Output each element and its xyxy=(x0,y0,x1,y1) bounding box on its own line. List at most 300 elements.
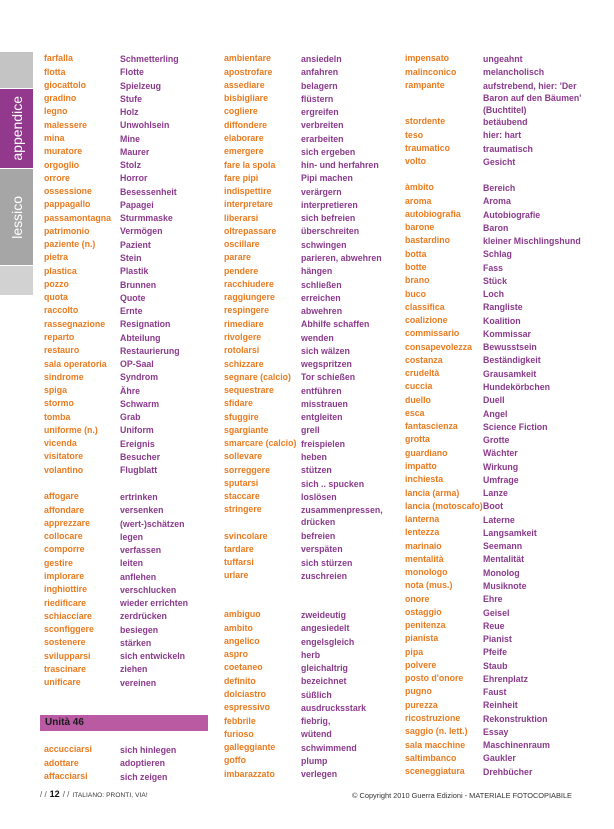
italian-term: malessere xyxy=(44,119,88,130)
italian-term: pianista xyxy=(405,633,439,644)
vocab-row xyxy=(224,384,401,397)
german-translation: Koalition xyxy=(483,315,521,326)
vocab-row xyxy=(224,278,401,291)
vocab-row xyxy=(44,66,215,79)
book-title: ITALIANO: PRONTI, VIA! xyxy=(72,792,148,799)
german-translation: verärgern xyxy=(301,186,342,197)
german-translation: Rangliste xyxy=(483,302,523,313)
vocab-row xyxy=(224,105,401,118)
german-translation: verschlucken xyxy=(120,584,177,595)
german-translation: Sturmmaske xyxy=(120,213,173,224)
italian-term: unificare xyxy=(44,677,81,688)
vocab-row xyxy=(405,115,587,128)
italian-term: sgargiante xyxy=(224,424,269,435)
vocab-row xyxy=(224,635,401,648)
vocab-row xyxy=(405,288,587,301)
german-translation: Syndrom xyxy=(120,372,159,383)
vocab-row xyxy=(224,66,401,79)
italian-term: vicenda xyxy=(44,438,77,449)
vocab-row xyxy=(405,248,587,261)
vocab-row xyxy=(44,145,215,158)
german-translation: Uniform xyxy=(120,425,154,436)
vocab-row xyxy=(224,556,401,569)
german-translation: schließen xyxy=(301,279,342,290)
german-translation: flüstern xyxy=(301,93,334,104)
german-translation: Autobiografie xyxy=(483,209,541,220)
german-translation: besiegen xyxy=(120,624,159,635)
italian-term: saggio (n. lett.) xyxy=(405,726,468,737)
vocab-row xyxy=(405,407,587,420)
vocab-row xyxy=(405,752,587,765)
german-translation: ausdrucksstark xyxy=(301,702,367,713)
italian-term: tuffarsi xyxy=(224,557,254,568)
german-translation: Aroma xyxy=(483,196,511,207)
italian-term: lancia (motoscafo) xyxy=(405,500,483,511)
german-translation: sich hinlegen xyxy=(120,745,177,756)
vocab-row xyxy=(224,304,401,317)
vocab-row xyxy=(44,663,215,676)
german-translation: Resignation xyxy=(120,319,171,330)
page-number: 12 xyxy=(49,789,60,799)
german-translation: Horror xyxy=(120,173,148,184)
vocab-row xyxy=(224,172,401,185)
vocab-row xyxy=(405,699,587,712)
vocab-row xyxy=(44,172,215,185)
german-translation: Pazient xyxy=(120,239,151,250)
vocab-row xyxy=(224,251,401,264)
german-translation: wieder errichten xyxy=(120,598,188,609)
italian-term: furioso xyxy=(224,728,254,739)
german-translation: Stufe xyxy=(120,93,142,104)
vocab-row xyxy=(224,464,401,477)
german-translation: schwimmend xyxy=(301,742,357,753)
vocab-row xyxy=(405,52,587,65)
german-translation: Gaukler xyxy=(483,753,516,764)
vocab-group xyxy=(224,608,401,780)
italian-term: volantino xyxy=(44,464,84,475)
vocab-row xyxy=(224,490,401,503)
vocab-row xyxy=(405,301,587,314)
vocab-row xyxy=(44,105,215,118)
italian-term: stringere xyxy=(224,504,262,515)
unit-heading: Unità 46 xyxy=(40,715,208,731)
footer-slash-suffix: / / xyxy=(62,790,70,799)
vocab-row xyxy=(224,411,401,424)
vocab-row xyxy=(224,291,401,304)
italian-term: tardare xyxy=(224,543,254,554)
german-translation: Reinheit xyxy=(483,700,518,711)
italian-term: reparto xyxy=(44,331,75,342)
vocab-row xyxy=(224,569,401,582)
german-translation: anflehen xyxy=(120,571,157,582)
italian-term: inchiesta xyxy=(405,474,444,485)
italian-term: aspro xyxy=(224,649,248,660)
german-translation: hängen xyxy=(301,266,333,277)
german-translation: zuschreien xyxy=(301,570,347,581)
german-translation: Ähre xyxy=(120,385,141,396)
footer-page-info xyxy=(40,789,148,803)
german-translation: Pfeife xyxy=(483,647,507,658)
german-translation: Bewusstsein xyxy=(483,342,537,353)
italian-term: definito xyxy=(224,675,256,686)
italian-term: respingere xyxy=(224,305,269,316)
italian-term: parare xyxy=(224,252,251,263)
german-translation: schwingen xyxy=(301,239,347,250)
german-translation: Kommissar xyxy=(483,328,531,339)
german-translation: verfassen xyxy=(120,545,162,556)
german-translation: Geisel xyxy=(483,607,510,618)
vocab-row xyxy=(405,540,587,553)
vocab-row xyxy=(44,583,215,596)
german-translation: erarbeiten xyxy=(301,133,344,144)
german-translation: Mentalität xyxy=(483,554,525,565)
vocab-row xyxy=(44,358,215,371)
italian-term: emergere xyxy=(224,146,264,157)
italian-term: goffo xyxy=(224,755,246,766)
italian-term: svincolare xyxy=(224,530,268,541)
tab-appendice xyxy=(0,89,33,168)
vocab-row xyxy=(405,341,587,354)
vocab-row xyxy=(224,371,401,384)
vocab-row xyxy=(44,159,215,172)
german-translation: Seemann xyxy=(483,541,523,552)
vocab-row xyxy=(44,304,215,317)
german-translation: verspäten xyxy=(301,544,343,555)
german-translation: Science Fiction xyxy=(483,421,548,432)
vocab-row xyxy=(405,672,587,685)
italian-term: rivolgere xyxy=(224,331,262,342)
german-translation: traumatisch xyxy=(483,143,533,154)
german-translation: Beständigkeit xyxy=(483,355,541,366)
german-translation: Faust xyxy=(483,687,507,698)
german-translation: Langsamkeit xyxy=(483,527,537,538)
vocab-row xyxy=(44,318,215,331)
italian-term: sputarsi xyxy=(224,477,259,488)
italian-term: oscillare xyxy=(224,239,260,250)
italian-term: botte xyxy=(405,261,427,272)
vocab-row xyxy=(44,623,215,636)
italian-term: liberarsi xyxy=(224,212,259,223)
italian-term: lentezza xyxy=(405,527,440,538)
german-translation: Stolz xyxy=(120,160,142,171)
italian-term: brano xyxy=(405,275,430,286)
vocab-row xyxy=(44,464,215,477)
vocab-row xyxy=(405,593,587,606)
german-translation: stützen xyxy=(301,465,332,476)
side-tab-top-strip xyxy=(0,52,33,88)
vocab-row xyxy=(44,424,215,437)
vocab-row xyxy=(405,447,587,460)
italian-term: barone xyxy=(405,222,435,233)
german-translation: bezeichnet xyxy=(301,676,347,687)
german-translation: Abhilfe schaffen xyxy=(301,319,370,330)
italian-term: monologo xyxy=(405,567,448,578)
italian-term: paziente (n.) xyxy=(44,239,96,250)
italian-term: imbarazzato xyxy=(224,768,275,779)
german-translation: Ehrenplatz xyxy=(483,673,528,684)
german-translation: Rekonstruktion xyxy=(483,713,548,724)
german-translation: entführen xyxy=(301,385,342,396)
vocab-row xyxy=(44,530,215,543)
vocab-row xyxy=(224,608,401,621)
italian-term: classifica xyxy=(405,301,445,312)
german-translation: Lanze xyxy=(483,488,508,499)
vocab-row xyxy=(44,437,215,450)
german-translation: Drehbücher xyxy=(483,766,533,777)
vocab-row xyxy=(224,477,401,490)
german-translation: Pipi machen xyxy=(301,173,353,184)
italian-term: aroma xyxy=(405,195,432,206)
italian-term: espressivo xyxy=(224,702,270,713)
vocab-row xyxy=(405,221,587,234)
italian-term: pappagallo xyxy=(44,199,91,210)
vocab-row xyxy=(44,557,215,570)
italian-term: riedificare xyxy=(44,597,87,608)
vocab-row xyxy=(405,739,587,752)
italian-term: farfalla xyxy=(44,53,73,64)
vocab-row xyxy=(224,52,401,65)
vocab-row xyxy=(405,646,587,659)
vocab-row xyxy=(405,261,587,274)
italian-term: patrimonio xyxy=(44,225,90,236)
german-translation: süßlich xyxy=(301,689,332,700)
italian-term: bisbigliare xyxy=(224,93,268,104)
german-translation: Unwohlsein xyxy=(120,120,170,131)
italian-term: esca xyxy=(405,407,425,418)
italian-term: traumatico xyxy=(405,142,450,153)
italian-term: sfuggire xyxy=(224,411,259,422)
vocab-row xyxy=(405,327,587,340)
vocab-row xyxy=(224,701,401,714)
vocab-row xyxy=(224,397,401,410)
german-translation: (wert-)schätzen xyxy=(120,518,185,529)
italian-term: apostrofare xyxy=(224,66,273,77)
italian-term: purezza xyxy=(405,699,438,710)
vocab-row xyxy=(405,380,587,393)
vocab-row xyxy=(224,622,401,635)
german-translation: Angel xyxy=(483,408,508,419)
vocab-row xyxy=(405,566,587,579)
italian-term: ricostruzione xyxy=(405,713,461,724)
vocab-row xyxy=(405,354,587,367)
italian-term: tomba xyxy=(44,411,71,422)
vocab-row xyxy=(224,754,401,767)
german-translation: sich wälzen xyxy=(301,345,350,356)
vocab-row xyxy=(405,526,587,539)
italian-term: oltrepassare xyxy=(224,225,277,236)
german-translation: Reue xyxy=(483,620,505,631)
vocab-row xyxy=(405,433,587,446)
german-translation: misstrauen xyxy=(301,398,348,409)
german-translation: herb xyxy=(301,649,321,660)
italian-term: volto xyxy=(405,156,427,167)
italian-term: saltimbanco xyxy=(405,752,457,763)
vocab-row xyxy=(224,530,401,543)
italian-term: staccare xyxy=(224,491,260,502)
vocab-row xyxy=(44,225,215,238)
german-translation: Bereich xyxy=(483,183,516,194)
vocab-row xyxy=(405,619,587,632)
german-translation: anfahren xyxy=(301,67,339,78)
italian-term: raccolto xyxy=(44,305,79,316)
german-translation: Duell xyxy=(483,395,505,406)
italian-term: impatto xyxy=(405,460,437,471)
vocab-row xyxy=(224,159,401,172)
italian-term: autobiografia xyxy=(405,208,461,219)
german-translation: engelsgleich xyxy=(301,636,355,647)
vocab-row xyxy=(224,212,401,225)
german-translation: kleiner Mischlingshund xyxy=(483,236,581,247)
vocab-group xyxy=(405,181,587,778)
vocab-row xyxy=(44,265,215,278)
italian-term: impensato xyxy=(405,53,449,64)
german-translation: Boot xyxy=(483,501,504,512)
vocab-row xyxy=(405,725,587,738)
vocab-row xyxy=(44,278,215,291)
italian-term: ossessione xyxy=(44,186,92,197)
german-translation: verbreiten xyxy=(301,120,344,131)
german-translation: überschreiten xyxy=(301,226,360,237)
german-translation: abwehren xyxy=(301,306,343,317)
vocab-row xyxy=(224,503,401,528)
vocab-row xyxy=(405,129,587,142)
side-tab-bottom-strip xyxy=(0,266,33,295)
vocab-row xyxy=(405,500,587,513)
italian-term: sfidare xyxy=(224,398,253,409)
vocab-row xyxy=(405,314,587,327)
italian-term: collocare xyxy=(44,531,83,542)
vocab-row xyxy=(44,770,215,783)
vocab-row xyxy=(44,384,215,397)
italian-term: interpretare xyxy=(224,199,273,210)
vocab-group xyxy=(405,115,587,168)
vocab-row xyxy=(44,610,215,623)
german-translation: wenden xyxy=(301,332,334,343)
italian-term: elaborare xyxy=(224,132,264,143)
german-translation: legen xyxy=(120,531,143,542)
italian-term: sceneggiatura xyxy=(405,766,465,777)
italian-term: affogare xyxy=(44,491,79,502)
german-translation: Laterne xyxy=(483,514,515,525)
vocab-row xyxy=(405,685,587,698)
german-translation: Besessenheit xyxy=(120,186,177,197)
italian-term: buco xyxy=(405,288,427,299)
vocab-row xyxy=(224,768,401,781)
italian-term: schiacciare xyxy=(44,610,92,621)
italian-term: costanza xyxy=(405,354,443,365)
vocab-row xyxy=(405,473,587,486)
german-translation: Restaurierung xyxy=(120,345,180,356)
italian-term: orgoglio xyxy=(44,159,80,170)
german-translation: Musiknote xyxy=(483,580,527,591)
italian-term: visitatore xyxy=(44,451,84,462)
german-translation: Maurer xyxy=(120,146,150,157)
vocab-row xyxy=(405,79,587,116)
german-translation: Maschinenraum xyxy=(483,740,550,751)
italian-term: penitenza xyxy=(405,620,446,631)
german-translation: Abteilung xyxy=(120,332,161,343)
italian-term: commissario xyxy=(405,328,460,339)
italian-term: assediare xyxy=(224,79,265,90)
german-translation: Spielzeug xyxy=(120,80,162,91)
italian-term: mentalità xyxy=(405,553,444,564)
vocab-row xyxy=(44,504,215,517)
italian-term: gradino xyxy=(44,93,77,104)
italian-term: consapevolezza xyxy=(405,341,472,352)
vocab-group xyxy=(224,52,401,528)
vocab-row xyxy=(224,715,401,728)
vocab-row xyxy=(224,661,401,674)
german-translation: Gesicht xyxy=(483,156,516,167)
tab-appendice-label: appendice xyxy=(8,96,25,161)
german-translation: belagern xyxy=(301,80,338,91)
german-translation: Monolog xyxy=(483,567,520,578)
vocab-row xyxy=(405,487,587,500)
german-translation: Schwarm xyxy=(120,398,160,409)
italian-term: ostaggio xyxy=(405,606,442,617)
vocab-row xyxy=(44,238,215,251)
vocab-row xyxy=(405,712,587,725)
vocab-row xyxy=(405,579,587,592)
german-translation: verlegen xyxy=(301,769,338,780)
german-translation: sich entwickeln xyxy=(120,651,186,662)
german-translation: Hundekörbchen xyxy=(483,382,550,392)
italian-term: muratore xyxy=(44,146,83,157)
italian-term: duello xyxy=(405,394,431,405)
italian-term: febbrile xyxy=(224,715,256,726)
italian-term: sequestrare xyxy=(224,385,274,396)
vocab-row xyxy=(44,450,215,463)
german-translation: Grab xyxy=(120,412,141,423)
vocab-row xyxy=(224,437,401,450)
italian-term: marinaio xyxy=(405,540,442,551)
italian-term: lanterna xyxy=(405,514,440,525)
german-translation: Grausamkeit xyxy=(483,368,537,379)
italian-term: posto d'onore xyxy=(405,673,464,684)
italian-term: botta xyxy=(405,248,427,259)
vocab-row xyxy=(44,331,215,344)
italian-term: apprezzare xyxy=(44,517,90,528)
german-translation: stärken xyxy=(120,637,152,648)
vocab-row xyxy=(224,358,401,371)
vocab-row xyxy=(44,92,215,105)
vocab-row xyxy=(405,394,587,407)
italian-term: malinconico xyxy=(405,66,457,77)
vocab-row xyxy=(224,675,401,688)
german-translation: Wirkung xyxy=(483,461,519,472)
italian-term: grotta xyxy=(405,434,430,445)
german-translation: zerdrücken xyxy=(120,611,167,622)
copyright-notice: © Copyright 2010 Guerra Edizioni - MATERIALE FOTOCOPIABILE xyxy=(352,791,572,800)
vocab-row xyxy=(44,344,215,357)
italian-term: sollevare xyxy=(224,451,263,462)
italian-term: galleggiante xyxy=(224,742,276,753)
german-translation: erreichen xyxy=(301,292,341,303)
german-translation: hier: hart xyxy=(483,130,522,141)
german-translation: Papagei xyxy=(120,199,154,210)
vocab-row xyxy=(405,274,587,287)
italian-term: segnare (calcio) xyxy=(224,371,291,382)
german-translation: Tor schießen xyxy=(301,372,356,383)
german-translation: Wächter xyxy=(483,448,518,459)
vocab-row xyxy=(405,659,587,672)
german-translation: Holz xyxy=(120,107,139,118)
vocab-row xyxy=(224,225,401,238)
italian-term: stordente xyxy=(405,116,446,127)
italian-term: nota (mus.) xyxy=(405,580,453,591)
german-translation: leiten xyxy=(120,558,143,569)
italian-term: uniforme (n.) xyxy=(44,424,98,435)
